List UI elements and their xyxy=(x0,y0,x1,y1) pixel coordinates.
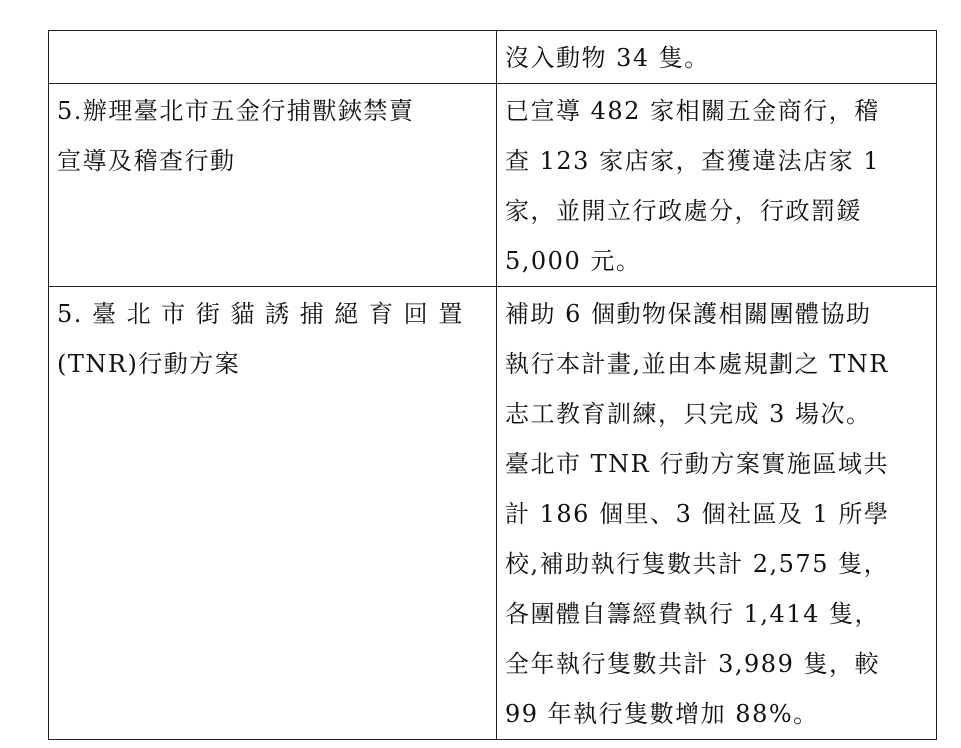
item-cell xyxy=(49,31,497,84)
result-cell xyxy=(497,287,937,740)
result-cell xyxy=(497,84,937,287)
result-line: 5,000 元。 xyxy=(505,247,642,275)
item-line: 5.辦理臺北市五金行捕獸鋏禁賣 xyxy=(57,97,415,125)
result-cell xyxy=(497,31,937,84)
item-line: (TNR)行動方案 xyxy=(57,350,241,378)
table-row xyxy=(49,31,937,84)
item-cell xyxy=(49,287,497,740)
item-line: 5. 臺 北 市 街 貓 誘 捕 絕 育 回 置 xyxy=(57,300,464,328)
item-cell xyxy=(49,84,497,287)
table-row xyxy=(49,84,937,287)
result-line: 沒入動物 34 隻。 xyxy=(505,44,710,72)
result-line: 校,補助執行隻數共計 2,575 隻， xyxy=(505,550,890,578)
table-row xyxy=(49,287,937,740)
document-table xyxy=(48,30,937,740)
result-line: 99 年執行隻數增加 88%。 xyxy=(505,700,819,728)
result-line: 已宣導 482 家相關五金商行，稽 xyxy=(505,97,880,125)
result-line: 臺北市 TNR 行動方案實施區域共 xyxy=(505,450,889,478)
result-line: 執行本計畫,並由本處規劃之 TNR xyxy=(505,350,889,378)
result-line: 查 123 家店家，查獲違法店家 1 xyxy=(505,147,880,175)
result-line: 志工教育訓練，只完成 3 場次。 xyxy=(505,400,872,428)
item-line: 宣導及稽查行動 xyxy=(57,147,236,175)
result-line: 各團體自籌經費執行 1,414 隻， xyxy=(505,600,880,628)
result-line: 計 186 個里、3 個社區及 1 所學 xyxy=(505,500,890,528)
result-line: 補助 6 個動物保護相關團體協助 xyxy=(505,300,872,328)
result-line: 家，並開立行政處分，行政罰鍰 xyxy=(505,197,862,225)
result-line: 全年執行隻數共計 3,989 隻，較 xyxy=(505,650,880,678)
